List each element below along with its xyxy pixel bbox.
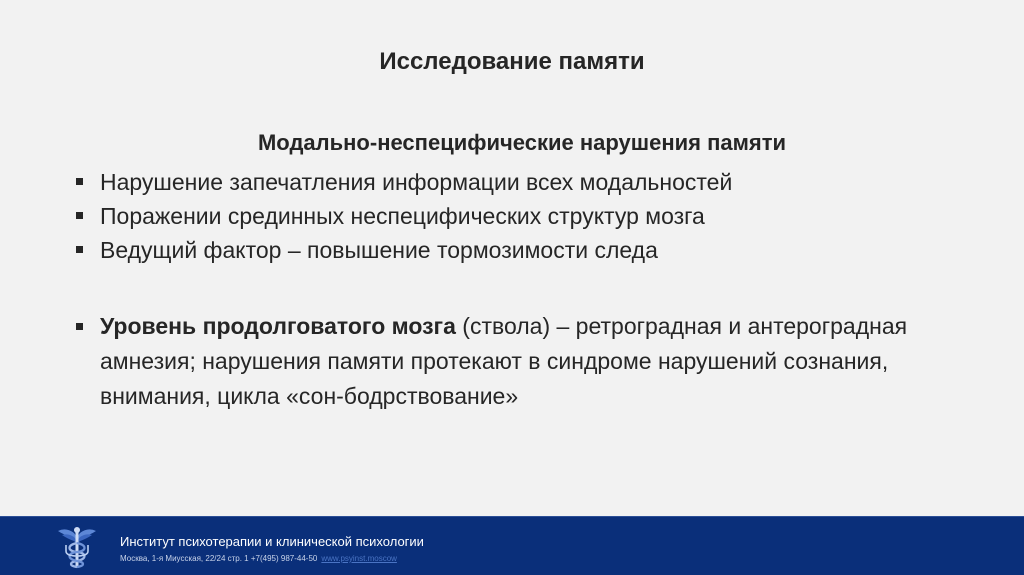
institute-address — [120, 554, 397, 563]
bullet-text: Ведущий фактор – повышение тормозимости следа — [100, 237, 658, 263]
bullet-list — [76, 165, 976, 267]
medulla-paragraph — [76, 309, 976, 414]
bullet-text: Нарушение запечатления информации всех модальностей — [100, 169, 733, 195]
address-text: Москва, 1-я Миусская, 22/24 стр. 1 +7(495) 987-44-50 — [120, 554, 318, 563]
bullet-item — [76, 199, 976, 233]
slide-title: Исследование памяти — [379, 48, 645, 75]
caduceus-psi-logo-icon — [52, 521, 102, 571]
bullet-text: Поражении срединных неспецифических структур мозга — [100, 203, 705, 229]
paragraph-rest: (ствола) – ретроградная и антероградная амнезия; нарушения памяти протекают в синдроме нарушений сознания, внимания, цикла «сон-бодрствование» — [100, 313, 908, 409]
bullet-item — [76, 165, 976, 199]
website-link[interactable]: www.psyinst.moscow — [321, 554, 397, 563]
square-bullet-icon — [76, 246, 83, 253]
paragraph-bold-lead: Уровень продолговатого мозга — [100, 313, 456, 339]
slide-subtitle: Модально-неспецифические нарушения памяти — [257, 130, 787, 155]
paragraph-text — [76, 309, 976, 414]
square-bullet-icon — [76, 178, 83, 185]
square-bullet-icon — [76, 323, 83, 330]
footer-bar — [0, 516, 1024, 575]
bullet-item — [76, 233, 976, 267]
square-bullet-icon — [76, 212, 83, 219]
institute-name: Институт психотерапии и клинической психологии — [120, 534, 424, 549]
